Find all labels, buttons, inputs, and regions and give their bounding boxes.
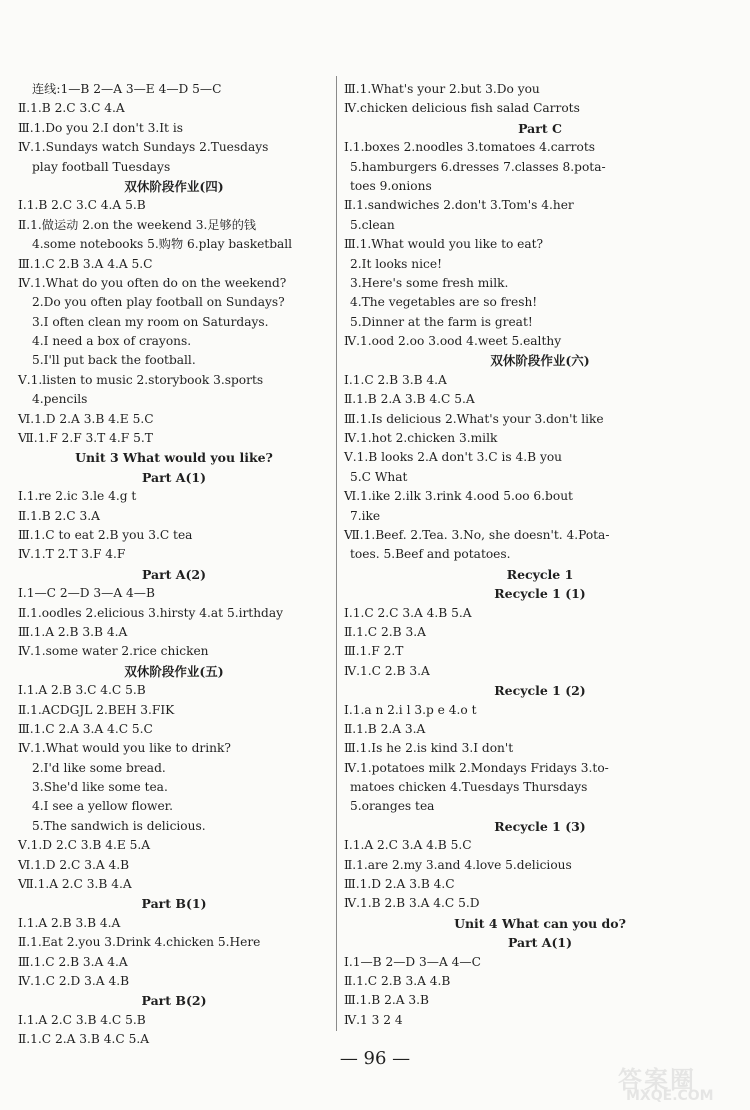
answer-line: Ⅱ.1.oodles 2.elicious 3.hirsty 4.at 5.irthday	[18, 605, 284, 620]
answer-line: Ⅱ.1.B 2.A 3.A	[344, 721, 426, 736]
section-heading: Recycle 1	[506, 566, 574, 582]
answer-line: Ⅳ.1.B 2.B 3.A 4.C 5.D	[344, 896, 480, 911]
answer-line: toes 9.onions	[350, 178, 432, 193]
answer-line: Ⅱ.1.Eat 2.you 3.Drink 4.chicken 5.Here	[18, 935, 261, 950]
section-heading: Part B(1)	[141, 896, 207, 912]
section-heading: Part C	[518, 120, 562, 136]
answer-line: Ⅰ.1.A 2.C 3.A 4.B 5.C	[344, 838, 472, 853]
answer-line: Ⅱ.1.C 2.B 3.A	[344, 624, 426, 639]
section-heading: 双休阶段作业(四)	[124, 178, 224, 194]
answer-line: 连线:1—B 2—A 3—E 4—D 5—C	[32, 82, 222, 96]
answer-line: Ⅳ.1.some water 2.rice chicken	[18, 644, 209, 659]
answer-line: 4.I need a box of crayons.	[32, 334, 192, 349]
answer-line: 4.pencils	[32, 392, 88, 407]
answer-line: Ⅴ.1.D 2.C 3.B 4.E 5.A	[18, 838, 151, 853]
right-column	[344, 80, 736, 1030]
watermark-url: MXQE.COM	[626, 1088, 714, 1104]
answer-line: Ⅰ.1.re 2.ic 3.le 4.g t	[18, 489, 137, 504]
answer-line: 5.hamburgers 6.dresses 7.classes 8.pota-	[350, 159, 606, 174]
answer-line: 5.clean	[350, 217, 395, 232]
answer-line: 3.I often clean my room on Saturdays.	[32, 314, 269, 329]
answer-line: Ⅲ.1.D 2.A 3.B 4.C	[344, 877, 455, 892]
answer-line: 4.some notebooks 5.购物 6.play basketball	[32, 237, 293, 252]
answer-line: 4.I see a yellow flower.	[32, 799, 174, 814]
answer-line: 5.The sandwich is delicious.	[32, 818, 206, 833]
answer-line: Ⅲ.1.A 2.B 3.B 4.A	[18, 624, 128, 639]
answer-line: Ⅱ.1.ACDGJL 2.BEH 3.FIK	[18, 702, 175, 717]
answer-line: 2.I'd like some bread.	[32, 760, 166, 775]
section-heading: Unit 3 What would you like?	[75, 450, 273, 466]
section-heading: Part B(2)	[141, 993, 207, 1009]
answer-line: 5.I'll put back the football.	[32, 353, 196, 368]
section-heading: Part A(1)	[141, 469, 207, 485]
answer-line: Ⅲ.1.C 2.B 3.A 4.A	[18, 954, 128, 969]
answer-line: 4.The vegetables are so fresh!	[350, 295, 538, 310]
answer-line: 5.C What	[350, 469, 408, 484]
answer-line: Ⅰ.1.boxes 2.noodles 3.tomatoes 4.carrots	[344, 140, 595, 155]
section-heading: Recycle 1 (3)	[494, 818, 586, 834]
answer-line: play football Tuesdays	[32, 159, 171, 174]
section-heading: Recycle 1 (1)	[494, 586, 586, 602]
answer-line: Ⅲ.1.C 2.A 3.A 4.C 5.C	[18, 721, 153, 736]
answer-line: Ⅲ.1.Is he 2.is kind 3.I don't	[344, 741, 514, 756]
answer-line: Ⅵ.1.ike 2.ilk 3.rink 4.ood 5.oo 6.bout	[344, 489, 573, 504]
answer-line: Ⅶ.1.F 2.F 3.T 4.F 5.T	[18, 431, 153, 446]
answer-line: Ⅵ.1.D 2.C 3.A 4.B	[18, 857, 130, 872]
answer-line: Ⅳ.1.What do you often do on the weekend?	[18, 275, 287, 290]
answer-line: Ⅳ.1.C 2.D 3.A 4.B	[18, 973, 130, 988]
answer-line: Ⅳ.1.potatoes milk 2.Mondays Fridays 3.to-	[344, 760, 609, 775]
answer-line: Ⅵ.1.D 2.A 3.B 4.E 5.C	[18, 411, 154, 426]
answer-line: Ⅰ.1.B 2.C 3.C 4.A 5.B	[18, 198, 146, 213]
answer-line: Ⅴ.1.B looks 2.A don't 3.C is 4.B you	[344, 450, 563, 465]
answer-line: Ⅳ.1.ood 2.oo 3.ood 4.weet 5.ealthy	[344, 334, 562, 349]
watermark-text: 答案圈	[618, 1066, 696, 1094]
section-heading: 双休阶段作业(六)	[490, 353, 590, 369]
answer-line: Ⅲ.1.F 2.T	[344, 644, 404, 659]
answer-line: Ⅴ.1.listen to music 2.storybook 3.sports	[18, 372, 264, 387]
answer-line: Ⅰ.1—B 2—D 3—A 4—C	[344, 954, 481, 969]
answer-line: Ⅱ.1.C 2.A 3.B 4.C 5.A	[18, 1032, 150, 1047]
answer-line: 2.Do you often play football on Sundays?	[32, 295, 285, 310]
column-divider	[336, 76, 337, 1031]
answer-line: Ⅳ.1.What would you like to drink?	[18, 741, 231, 756]
answer-line: 2.It looks nice!	[350, 256, 442, 271]
answer-line: Ⅱ.1.sandwiches 2.don't 3.Tom's 4.her	[344, 198, 574, 213]
answer-line: Ⅰ.1.a n 2.i l 3.p e 4.o t	[344, 702, 477, 717]
page-number: — 96 —	[339, 1048, 411, 1069]
answer-line: Ⅰ.1.C 2.C 3.A 4.B 5.A	[344, 605, 472, 620]
answer-line: Ⅳ.1.T 2.T 3.F 4.F	[18, 547, 126, 562]
answer-line: Ⅱ.1.做运动 2.on the weekend 3.足够的钱	[18, 217, 257, 232]
answer-line: Ⅳ.chicken delicious fish salad Carrots	[344, 101, 580, 116]
answer-line: Ⅲ.1.What's your 2.but 3.Do you	[344, 82, 540, 96]
answer-line: Ⅰ.1.C 2.B 3.B 4.A	[344, 372, 447, 387]
answer-line: Ⅲ.1.C to eat 2.B you 3.C tea	[18, 527, 193, 542]
answer-line: Ⅱ.1.B 2.C 3.C 4.A	[18, 101, 125, 116]
answer-line: 5.Dinner at the farm is great!	[350, 314, 533, 329]
answer-line: Ⅰ.1—C 2—D 3—A 4—B	[18, 586, 155, 601]
answer-line: matoes chicken 4.Tuesdays Thursdays	[350, 780, 588, 795]
answer-line: toes. 5.Beef and potatoes.	[350, 547, 511, 562]
answer-line: 3.Here's some fresh milk.	[350, 275, 509, 290]
answer-line: 7.ike	[350, 508, 381, 523]
answer-line: Ⅲ.1.B 2.A 3.B	[344, 993, 429, 1008]
answer-line: Ⅲ.1.C 2.B 3.A 4.A 5.C	[18, 256, 153, 271]
answer-line: 5.oranges tea	[350, 799, 435, 814]
section-heading: Unit 4 What can you do?	[454, 915, 626, 931]
answer-line: Ⅱ.1.B 2.C 3.A	[18, 508, 100, 523]
answer-line: Ⅲ.1.What would you like to eat?	[344, 237, 544, 252]
answer-line: Ⅳ.1.hot 2.chicken 3.milk	[344, 431, 498, 446]
left-column	[18, 80, 330, 1050]
answer-line: Ⅲ.1.Do you 2.I don't 3.It is	[18, 120, 183, 135]
section-heading: Part A(1)	[507, 935, 573, 951]
answer-line: Ⅱ.1.C 2.B 3.A 4.B	[344, 973, 451, 988]
section-heading: Part A(2)	[141, 566, 207, 582]
watermark-logo	[612, 1060, 744, 1106]
answer-line: Ⅳ.1.C 2.B 3.A	[344, 663, 430, 678]
answer-line: Ⅱ.1.B 2.A 3.B 4.C 5.A	[344, 392, 475, 407]
answer-line: Ⅳ.1.Sundays watch Sundays 2.Tuesdays	[18, 140, 269, 155]
answer-line: 3.She'd like some tea.	[32, 780, 168, 795]
answer-line: Ⅱ.1.are 2.my 3.and 4.love 5.delicious	[344, 857, 572, 872]
section-heading: Recycle 1 (2)	[494, 683, 586, 699]
answer-line: Ⅰ.1.A 2.B 3.B 4.A	[18, 915, 121, 930]
answer-line: Ⅶ.1.A 2.C 3.B 4.A	[18, 877, 132, 892]
answer-line: Ⅰ.1.A 2.C 3.B 4.C 5.B	[18, 1012, 146, 1027]
answer-line: Ⅶ.1.Beef. 2.Tea. 3.No, she doesn't. 4.Pota-	[344, 527, 610, 542]
answer-line: Ⅰ.1.A 2.B 3.C 4.C 5.B	[18, 683, 146, 698]
answer-line: Ⅲ.1.Is delicious 2.What's your 3.don't like	[344, 411, 604, 426]
section-heading: 双休阶段作业(五)	[124, 663, 224, 679]
answer-line: Ⅳ.1 3 2 4	[344, 1012, 403, 1027]
